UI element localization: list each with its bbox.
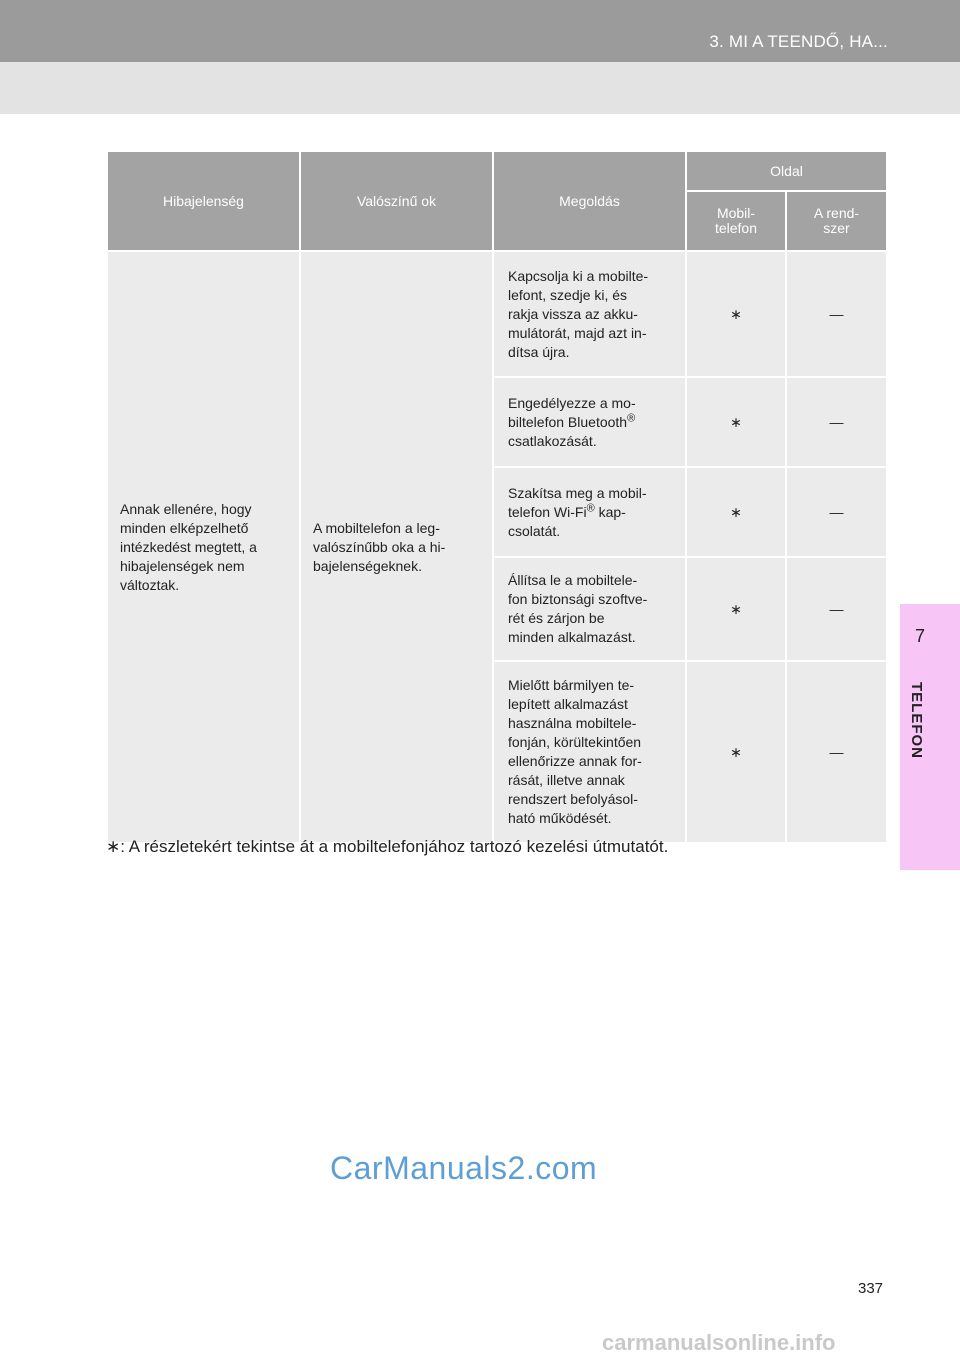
solution-cell — [493, 251, 686, 377]
solution-cell — [493, 467, 686, 557]
solution-text: Állítsa le a mobiltele- fon biztonsági szoftve- rét és zárjon be minden alkalmazást. — [508, 572, 648, 645]
system-ref: — — [786, 251, 887, 377]
header-band — [0, 0, 960, 62]
symptom-text: Annak ellenére, hogy minden elképzelhető intézkedést megtett, a hibajelenségek nem változtak. — [120, 500, 257, 593]
site-watermark: carmanualsonline.info — [602, 1330, 836, 1355]
solution-text-cont: csatlakozását. — [508, 432, 597, 449]
registered-mark: ® — [586, 501, 595, 514]
system-ref: — — [786, 377, 887, 467]
chapter-label: TELEFON — [908, 682, 925, 759]
solution-cell — [493, 557, 686, 661]
mobile-ref: ∗ — [686, 467, 786, 557]
system-ref: — — [786, 661, 887, 843]
solution-text-cont: kap- csolatát. — [508, 503, 626, 539]
mobile-ref: ∗ — [686, 251, 786, 377]
solution-cell — [493, 661, 686, 843]
header-page: Oldal — [686, 151, 887, 191]
solution-text: Engedélyezze a mo- biltelefon Bluetooth — [508, 394, 636, 430]
section-title: 3. MI A TEENDŐ, HA... — [709, 32, 888, 51]
watermark-logo: CarManuals2.com — [330, 1150, 598, 1186]
footnote: ∗: A részletekért tekintse át a mobiltelefonjához tartozó kezelési útmutatót. — [106, 837, 669, 856]
system-ref: — — [786, 557, 887, 661]
header-symptom: Hibajelenség — [107, 151, 300, 251]
chapter-number: 7 — [914, 626, 925, 646]
mobile-ref: ∗ — [686, 661, 786, 843]
mobile-ref: ∗ — [686, 557, 786, 661]
header-system — [786, 191, 887, 251]
registered-mark: ® — [627, 411, 636, 424]
cause-text: A mobiltelefon a leg- valószínűbb oka a hi- bajelenségeknek. — [313, 519, 446, 574]
header-subband — [0, 62, 960, 114]
page-number: 337 — [858, 1280, 884, 1297]
chapter-tab — [900, 604, 960, 870]
solution-text: Szakítsa meg a mobil- telefon Wi-Fi — [508, 484, 647, 520]
header-cause: Valószínű ok — [300, 151, 493, 251]
header-solution: Megoldás — [493, 151, 686, 251]
solution-cell — [493, 377, 686, 467]
symptom-cell — [107, 251, 300, 843]
header-system-text: A rend- szer — [813, 205, 860, 236]
table-row — [107, 251, 887, 377]
solution-text: Kapcsolja ki a mobilte- lefont, szedje ki, és rakja vissza az akku- mulátorát, majd azt in- dítsa újra. — [508, 267, 649, 360]
solution-text: Mielőtt bármilyen te- lepített alkalmazást használna mobiltele- fonján, körültekintően ellenőrizze annak for- rását, illetve annak rendszert befolyásol- ható működését. — [508, 677, 642, 826]
mobile-ref: ∗ — [686, 377, 786, 467]
header-mobile-text: Mobil- telefon — [714, 205, 758, 236]
system-ref: — — [786, 467, 887, 557]
header-mobile — [686, 191, 786, 251]
troubleshooting-table — [106, 150, 888, 844]
cause-cell — [300, 251, 493, 843]
